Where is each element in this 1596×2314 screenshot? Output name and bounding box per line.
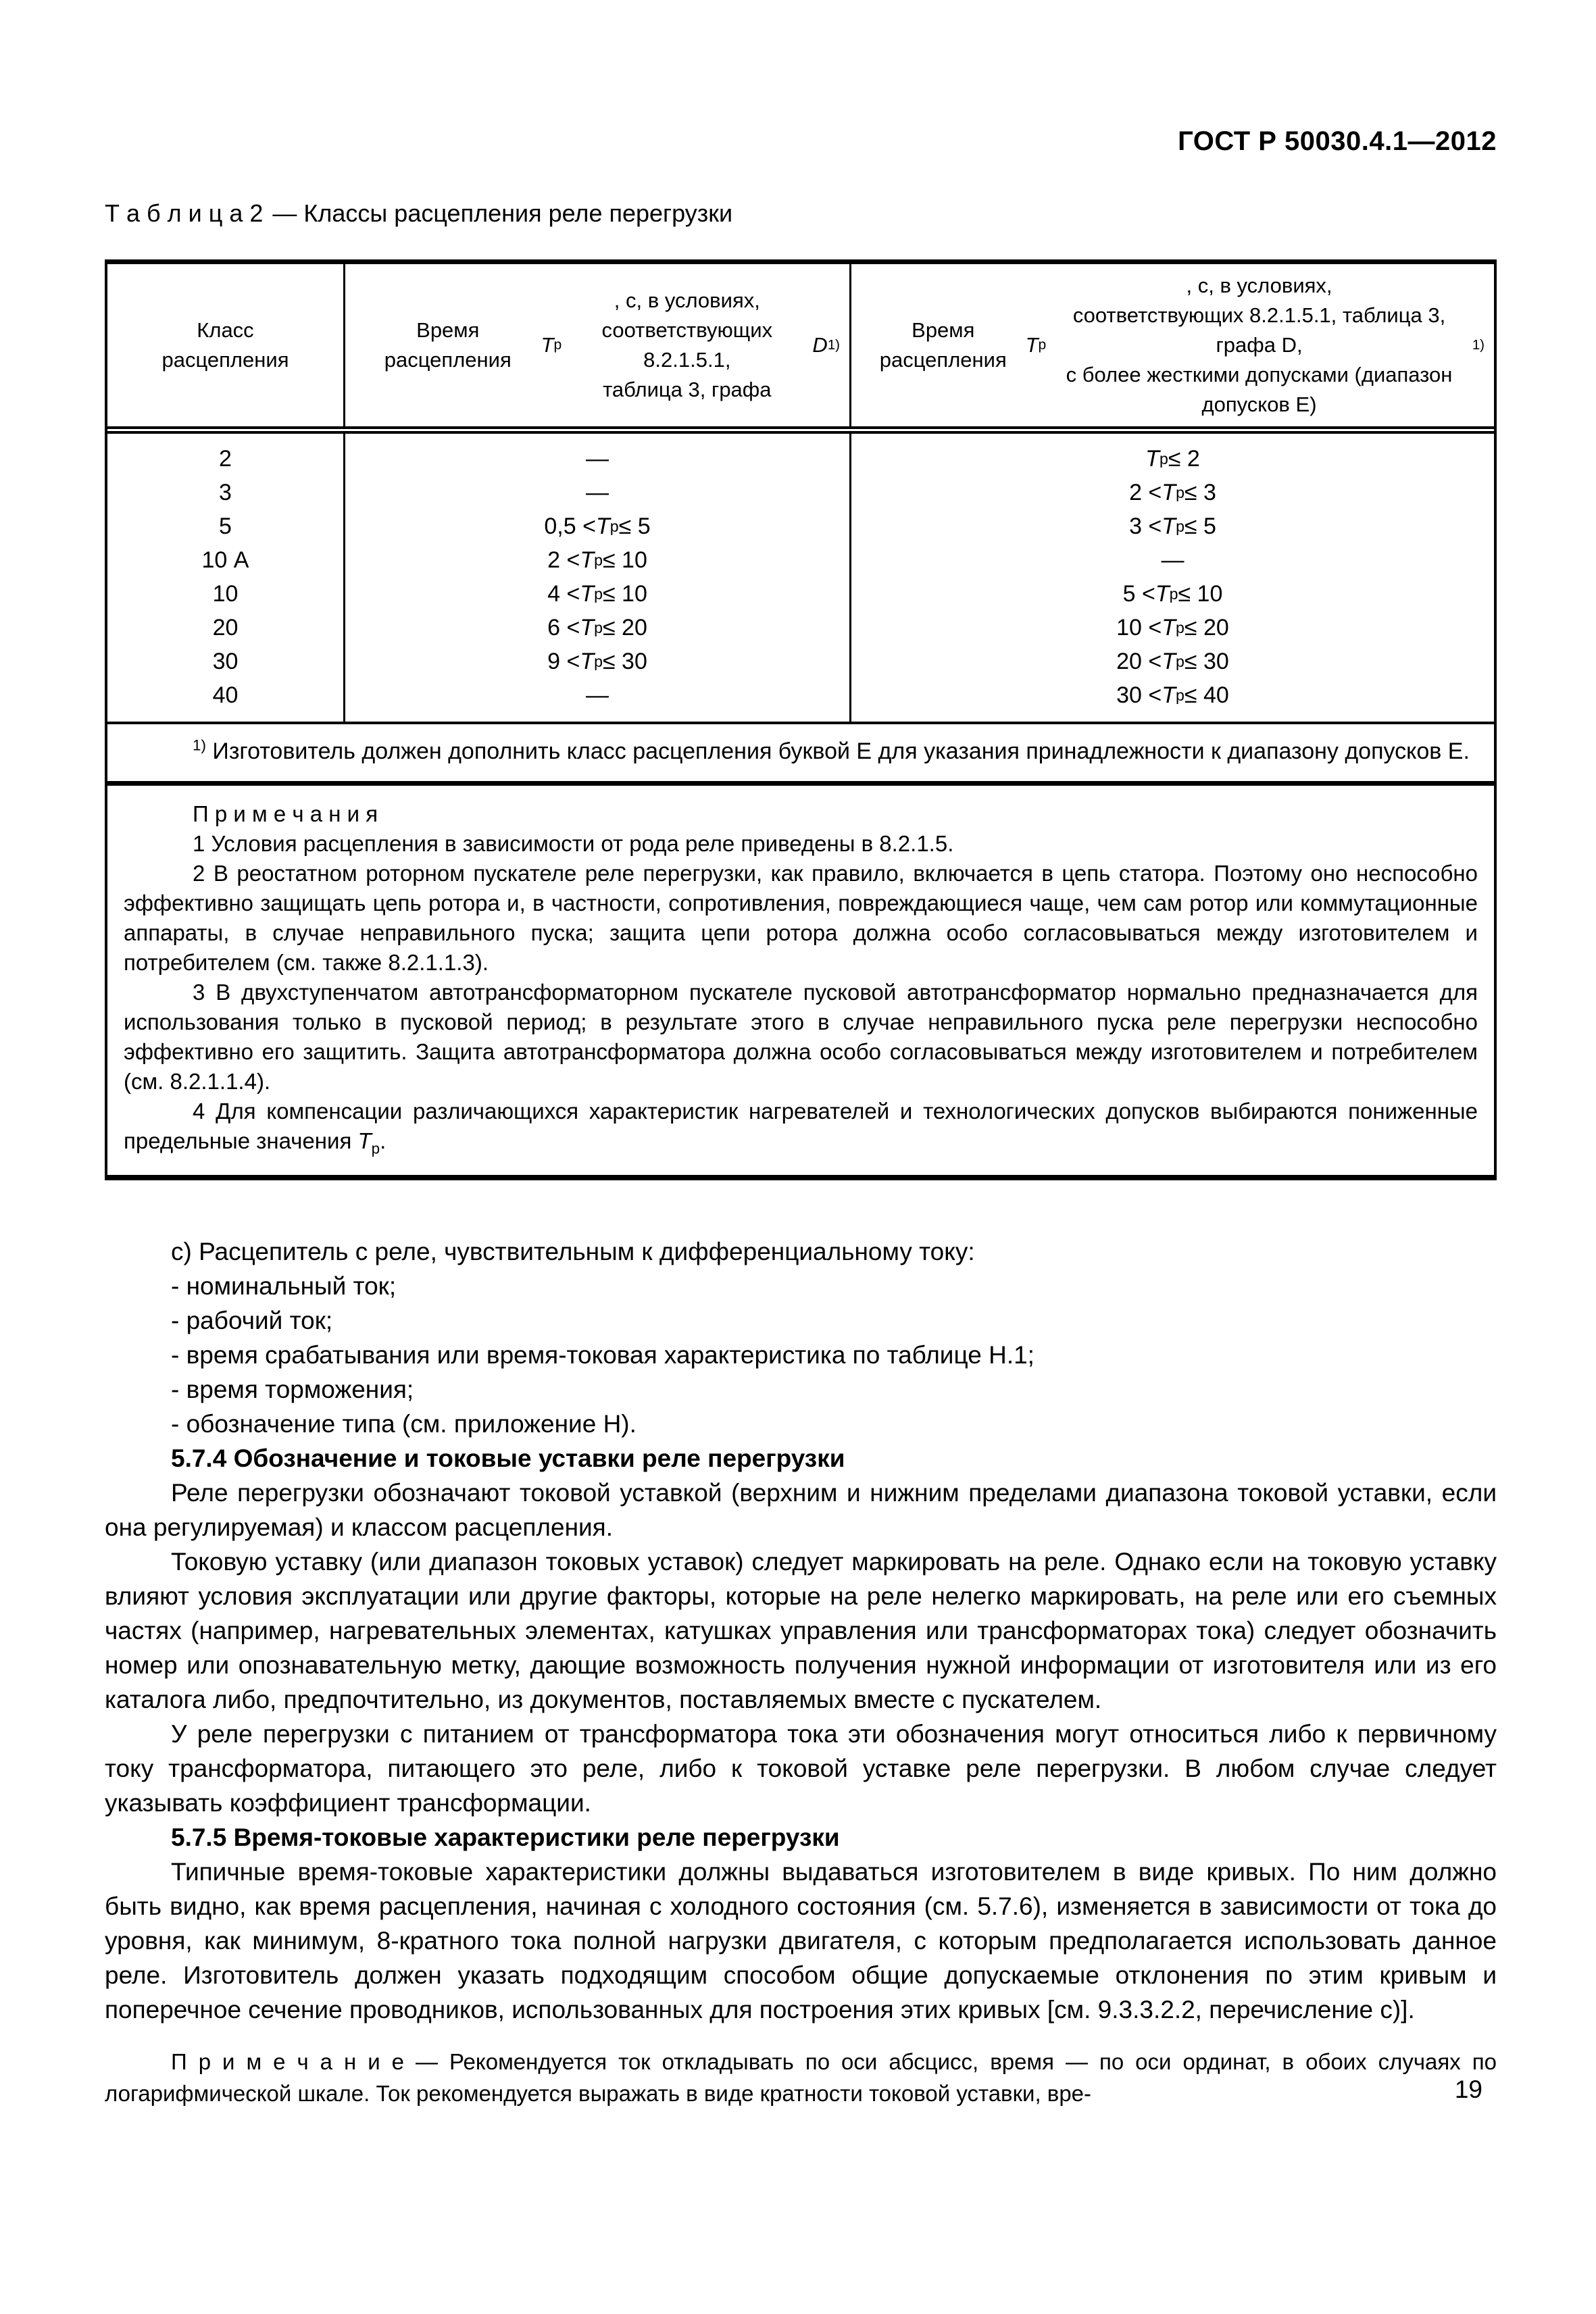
trip-classes-table	[105, 259, 1497, 1180]
table-notes-list	[124, 829, 1478, 1156]
table-note-item: 2 В реостатном роторном пускателе реле перегрузки, как правило, включается в цепь статора. Поэтому оно неспособно эффективно защищать цепь ротора и, в частности, сопротивления, повреждающиеся чаще, чем сам ротор или коммутационные аппараты, в случае неправильного пуска; защита цепи ротора должна особо согласовываться между изготовителем и потребителем (см. также 8.2.1.1.3).	[124, 861, 1478, 975]
table-notes-title: П р и м е ч а н и я	[193, 801, 378, 826]
table-header-cell-trip-time-d: Время расцепления T p , с, в условиях, соответствующих 8.2.1.5.1, таблица 3, графа D 1)	[345, 264, 851, 426]
body-paragraphs	[105, 1234, 1497, 2109]
table-cell: T p ≤ 2	[1145, 445, 1200, 472]
table-cell: 6 < T p ≤ 20	[345, 611, 851, 645]
table-caption-text: — Классы расцепления реле перегрузки	[272, 199, 733, 227]
table-body	[107, 434, 1494, 724]
table-row	[107, 611, 1494, 645]
table-note-item: 3 В двухступенчатом автотрансформаторном пускателе пусковой автотрансформатор нормально предназначается для использования только в пусковой период; в результате этого в случае неправильного пуска реле перегрузки неспособно эффективно его защитить. Защита автотрансформатора должна особо согласовываться между изготовителем и потребителем (см. 8.2.1.1.4).	[124, 980, 1478, 1094]
table-cell: 20	[107, 611, 345, 645]
table-cell: —	[345, 678, 851, 722]
table-cell: 20 < T p ≤ 30	[1116, 648, 1229, 674]
table-cell: 30	[107, 645, 345, 678]
table-row	[107, 543, 1494, 577]
table-cell: 2 < T p ≤ 3	[1129, 479, 1216, 505]
paragraph: Типичные время-токовые характеристики должны выдаваться изготовителем в виде кривых. По ним должно быть видно, как время расцепления, начиная с холодного состояния (см. 5.7.6), изменяется в зависимости от тока до уровня, как минимум, 8-кратного тока полной нагрузки двигателя, с которым предполагается использовать данное реле. Изготовитель должен указать подходящим способом общие допускаемые отклонения по этим кривым и поперечное сечение проводников, использованных для построения этих кривых [см. 9.3.3.2.2, перечисление с)].	[105, 1858, 1497, 2023]
table-cell: 30 < T p ≤ 40	[1116, 682, 1229, 708]
section-heading: 5.7.5 Время-токовые характеристики реле перегрузки	[171, 1823, 840, 1851]
table-cell: 40	[107, 678, 345, 722]
table-cell: 4 < T p ≤ 10	[345, 577, 851, 611]
table-cell: 10 < T p ≤ 20	[1116, 614, 1229, 640]
table-notes	[107, 786, 1494, 1175]
table-cell: 2 < T p ≤ 10	[345, 543, 851, 577]
paragraph: Токовую уставку (или диапазон токовых уставок) следует маркировать на реле. Однако если на токовую уставку влияют условия эксплуатации или другие факторы, которые на реле нелегко маркировать, на реле или его съемных частях (например, нагревательных элементах, катушках управления или трансформаторах тока) следует обозначить номер или опознавательную метку, дающие возможность получения нужной информации от изготовителя или из его каталога либо, предпочтительно, из документов, поставляемых вместе с пускателем.	[105, 1548, 1497, 1713]
table-cell: —	[345, 434, 851, 476]
paragraph: - время торможения;	[171, 1376, 414, 1403]
paragraph: У реле перегрузки с питанием от трансформатора тока эти обозначения могут относиться либо к первичному току трансформатора, питающего это реле, либо к токовой уставке реле перегрузки. В любом случае следует указывать коэффициент трансформации.	[105, 1720, 1497, 1817]
table-cell: 9 < T p ≤ 30	[345, 645, 851, 678]
table-footnote: $^{1)}$ Изготовитель должен дополнить класс расцепления буквой Е для указания принадлежности к диапазону допусков Е.	[107, 724, 1494, 786]
paragraph: - рабочий ток;	[171, 1307, 333, 1334]
table-row	[107, 645, 1494, 678]
table-cell: 0,5 < T p ≤ 5	[345, 509, 851, 543]
table-row	[107, 678, 1494, 722]
table-caption	[105, 199, 1497, 228]
table-cell: 3 < T p ≤ 5	[1129, 513, 1216, 539]
table-cell: 5 < T p ≤ 10	[1122, 580, 1223, 607]
page-number: 19	[1454, 2076, 1482, 2103]
table-row	[107, 476, 1494, 509]
table-note-item: 4 Для компенсации различающихся характеристик нагревателей и технологических допусков выбираются пониженные предельные значения $T_p$.	[124, 1099, 1478, 1157]
table-note-item: 1 Условия расцепления в зависимости от рода реле приведены в 8.2.1.5.	[193, 831, 954, 856]
table-cell: 5	[107, 509, 345, 543]
table-cell: 10 А	[107, 543, 345, 577]
table-header-row	[107, 264, 1494, 434]
paragraph: - обозначение типа (см. приложение Н).	[171, 1410, 637, 1438]
paragraph: с) Расцепитель с реле, чувствительным к дифференциальному току:	[171, 1238, 975, 1265]
paragraph: Реле перегрузки обозначают токовой уставкой (верхним и нижним пределами диапазона токовой уставки, если она регулируемая) и классом расцепления.	[105, 1479, 1497, 1541]
table-cell: —	[1161, 547, 1184, 573]
table-cell: 3	[107, 476, 345, 509]
table-cell: 2	[107, 434, 345, 476]
document-code-header: ГОСТ Р 50030.4.1—2012	[1178, 126, 1497, 156]
paragraph: - время срабатывания или время-токовая характеристика по таблице Н.1;	[171, 1341, 1034, 1369]
paragraph: - номинальный ток;	[171, 1272, 397, 1300]
table-header-cell-trip-time-e: Время расцепления T p , с, в условиях, соответствующих 8.2.1.5.1, таблица 3, графа D, с более жесткими допусками (диапазон допусков Е) 1)	[879, 274, 1485, 416]
note-paragraph: П р и м е ч а н и е — Рекомендуется ток откладывать по оси абсцисс, время — по оси ординат, в обоих случаях по логарифмической шкале. Ток рекомендуется выражать в виде кратности токовой уставки, вре-	[105, 2049, 1497, 2106]
table-header-cell-class: Класс расцепления	[107, 264, 345, 426]
table-cell: —	[345, 476, 851, 509]
table-caption-label: Т а б л и ц а 2	[105, 199, 264, 227]
table-row	[107, 434, 1494, 476]
table-row	[107, 577, 1494, 611]
table-row	[107, 509, 1494, 543]
table-cell: 10	[107, 577, 345, 611]
section-heading: 5.7.4 Обозначение и токовые уставки реле перегрузки	[171, 1444, 845, 1472]
